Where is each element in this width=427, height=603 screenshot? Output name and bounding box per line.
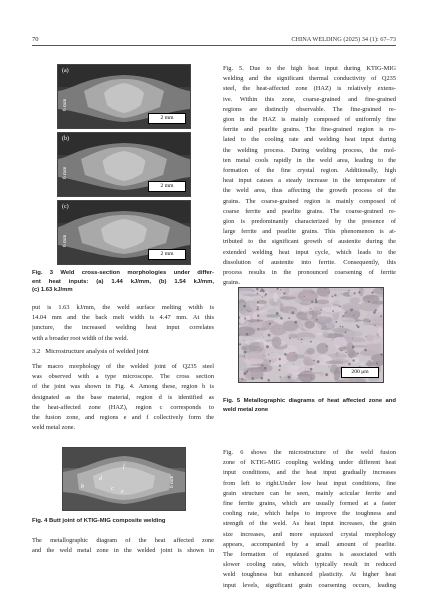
right-paragraph-1-line: dissolution of austenite into ferrite. Consequently, this (223, 258, 396, 266)
left-paragraph-2-line: of the joint was shown in Fig. 4. Among these, region b is (32, 383, 214, 391)
right-paragraph-1-line: heat input causes a steady increase in the temperature of (223, 177, 396, 185)
right-paragraph-1-line: the weld area, thus affecting the growth process of the (223, 187, 396, 195)
left-column-paragraph-1 (32, 303, 214, 344)
left-paragraph-2-line: The macro morphology of the welded joint of Q235 steel (32, 363, 214, 370)
right-paragraph-1-line: coarse ferrite and pearlite grains. The coarse-grained re- (223, 207, 396, 215)
right-paragraph-2-line: slower cooling rates, which typically result in reduced (223, 561, 396, 569)
fig3-caption-line: ent heat inputs: (a) 1.44 kJ/mm, (b) 1.54 kJ/mm, (32, 278, 214, 285)
journal-running-head: CHINA WELDING (2025) 34 (1): 67–73 (291, 36, 396, 43)
left-paragraph-2-line: weld metal zone. (32, 424, 76, 432)
fig3-panel-label: (b) (62, 136, 69, 142)
right-paragraph-2-line: fine ferrite grains, which are usually formed at a faster (223, 500, 396, 508)
fig3-vertical-scale: 6 mm (62, 166, 68, 179)
right-paragraph-1-line: lated to the cooling rate and welding heat input during (223, 136, 396, 144)
right-paragraph-2-line: input conditions, and the heat input gradually increases (223, 469, 396, 477)
section-number: 3.2 (32, 348, 41, 355)
fig3-caption-line: (c) 1.63 kJ/mm (32, 287, 73, 294)
right-paragraph-2-line: zone of KTIG-MIG coupling welding under different heat (223, 459, 396, 467)
right-paragraph-2-line: input levels, significant grain coarsening occurs, leading (223, 581, 396, 589)
right-paragraph-1-line: regions are distinctly observable. The fine-grained re- (223, 105, 396, 113)
right-paragraph-1-line: formation of the fine crystal region. Additionally, high (223, 167, 396, 175)
fig3-panel-label: (c) (62, 204, 69, 210)
fig3-vertical-scale: 6 mm (62, 98, 68, 111)
right-paragraph-1-line: large ferrite and pearlite grains. This phenomenon is at- (223, 228, 396, 236)
right-paragraph-1-line: gion in the HAZ is mainly composed of uniformly fine (223, 116, 396, 124)
left-paragraph-2-line: was observed with a type microscope. The cross section (32, 373, 214, 381)
fig3-panel (57, 200, 191, 265)
left-paragraph-3-line: and the weld metal zone in the welded joint is shown in (32, 547, 214, 555)
right-paragraph-2-line: cooling rate, which helps to improve the toughness and (223, 510, 396, 518)
right-paragraph-1-line: ive. Within this zone, coarse-grained and fine-grained (223, 95, 396, 103)
right-paragraph-2-line: weld toughness but enhanced plasticity. At higher heat (223, 571, 396, 579)
figure-4-micrograph (63, 448, 185, 510)
fig4-region-c-label: c (111, 486, 114, 492)
left-paragraph-1-line: 14.04 mm and the back melt width is 4.47 mm. At this (32, 314, 214, 322)
fig4-vertical-scale: 6 mm (169, 475, 175, 488)
fig4-region-d-label: d (99, 476, 102, 482)
right-paragraph-1-line: Fig. 5. Due to the high heat input during KTIG-MIG (223, 65, 396, 72)
header-rule (32, 45, 396, 46)
right-column-paragraph-1 (223, 64, 396, 288)
section-heading (32, 347, 149, 357)
left-paragraph-2-line: designated as the base material, region d is identified as (32, 393, 214, 401)
right-paragraph-1-line: tributed to the significant growth of austenite during the (223, 238, 396, 246)
right-paragraph-1-line: grains. (223, 279, 241, 287)
left-column-paragraph-2 (32, 362, 214, 433)
fig4-region-e-label: e (121, 489, 124, 495)
fig3-scale-bar: 2 mm (148, 249, 186, 260)
right-paragraph-1-line: ferrite and pearlite grains. The fine-grained region is re- (223, 126, 396, 134)
right-paragraph-1-line: process results in the pronounced coarsening of ferrite (223, 269, 396, 277)
right-paragraph-1-line: grains. The coarse-grained region is mainly composed of (223, 197, 396, 205)
fig4-region-f-label: f (123, 464, 125, 470)
fig3-scale-bar: 2 mm (148, 181, 186, 192)
fig3-panel-label: (a) (62, 68, 69, 74)
figure-4-image (62, 447, 186, 511)
left-paragraph-2-line: the heat-affected zone (HAZ), region c corresponds to (32, 403, 214, 411)
right-column-paragraph-2 (223, 448, 396, 591)
left-paragraph-3-line: The metallographic diagram of the heat affected zone (32, 537, 214, 544)
fig4-region-b-label: b (81, 484, 84, 490)
right-paragraph-2-line: The formation of equiaxed grains is associated with (223, 551, 396, 559)
fig3-scale-bar: 2 mm (148, 113, 186, 124)
fig5-caption-line: Fig. 5 Metallographic diagrams of heat affected zone and (223, 398, 396, 404)
left-paragraph-1-line: with a broader root width of the weld. (32, 334, 129, 342)
right-paragraph-1-line: the welding process. During welding process, the mol- (223, 146, 396, 154)
page-number: 70 (32, 36, 39, 43)
left-column-paragraph-3 (32, 536, 214, 556)
left-paragraph-2-line: the fusion zone, and regions e and f collectively form the (32, 414, 214, 422)
right-paragraph-1-line: gion is predominantly characterized by the presence of (223, 218, 396, 226)
figure-3-caption (32, 269, 214, 295)
right-paragraph-1-line: steel, the heat-affected zone (HAZ) is relatively extens- (223, 85, 396, 93)
figure-5-caption (223, 397, 396, 414)
right-paragraph-1-line: extended welding heat input cycle, which leads to the (223, 248, 396, 256)
right-paragraph-2-line: grain structure can be seen, mainly acicular ferrite and (223, 489, 396, 497)
left-paragraph-1-line: put is 1.63 kJ/mm, the weld surface melting width is (32, 304, 214, 311)
fig3-panel (57, 64, 191, 129)
figure-5-image (238, 287, 384, 383)
right-paragraph-1-line: welding and the significant thermal conductivity of Q235 (223, 75, 396, 83)
right-paragraph-2-line: Fig. 6 shows the microstructure of the weld fusion (223, 449, 396, 456)
fig5-scale-bar: 200 μm (341, 367, 379, 378)
figure-4-caption: Fig. 4 Butt joint of KTIG-MIG composite welding (32, 518, 166, 524)
right-paragraph-2-line: size increases, and more equiaxed crystal morphology (223, 530, 396, 538)
right-paragraph-2-line: from left to right.Under low heat input conditions, fine (223, 479, 396, 487)
fig3-panel (57, 132, 191, 197)
section-title: Microstructure analysis of welded joint (45, 348, 149, 355)
fig3-vertical-scale: 6 mm (62, 234, 68, 247)
right-paragraph-1-line: ten metal cools rapidly in the weld area, leading to the (223, 156, 396, 164)
fig3-caption-line: Fig. 3 Weld cross-section morphologies under differ- (32, 270, 214, 276)
right-paragraph-2-line: appears, accompanied by a small amount of pearlite. (223, 540, 396, 548)
fig5-caption-line: weld metal zone (223, 406, 269, 413)
right-paragraph-2-line: strength of the weld. As heat input increases, the grain (223, 520, 396, 528)
left-paragraph-1-line: juncture, the increased welding heat input correlates (32, 324, 214, 332)
